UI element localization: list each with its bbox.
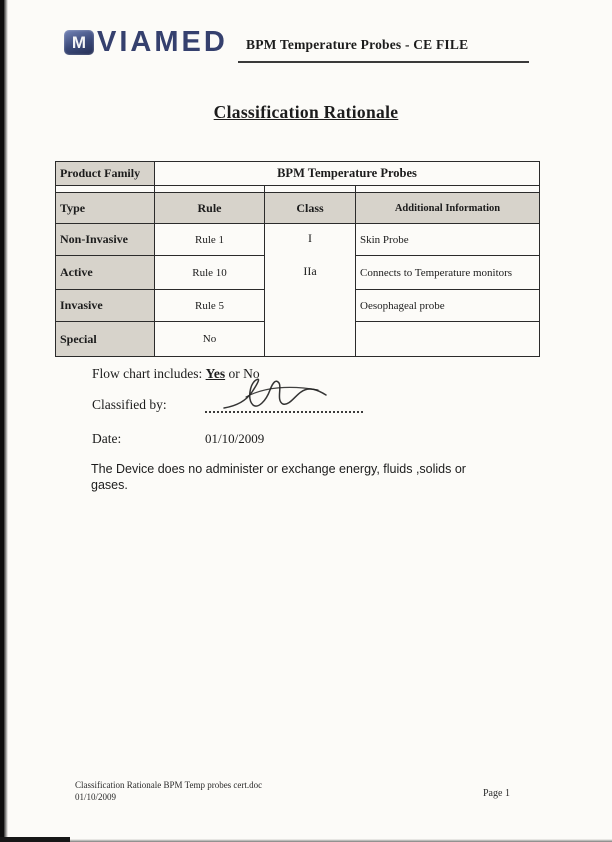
product-family-value: BPM Temperature Probes [155,162,540,186]
table-header-row [56,193,540,224]
page-title: Classification Rationale [213,102,399,122]
flow-chart-prefix: Flow chart includes: [92,366,206,381]
header-divider [238,61,529,63]
column-header-class: Class [265,193,356,224]
scan-edge-bottom-left [0,837,70,842]
flow-chart-suffix: or No [225,366,260,381]
date-value: 01/10/2009 [205,431,265,446]
type-cell: Non-Invasive [56,224,155,256]
rule-cell: No [155,322,265,357]
table-row-product-family [56,162,540,186]
rule-cell: Rule 10 [155,256,265,290]
device-note: The Device does no administer or exchange energy, fluids ,solids or gases. [91,462,466,492]
signature-scribble [218,374,338,416]
info-cell: Oesophageal probe [356,290,540,322]
viamed-logo [64,28,228,57]
footer-document-info [75,779,262,803]
viamed-logo-icon: M [64,30,94,55]
info-cell [356,322,540,357]
column-header-rule: Rule [155,193,265,224]
type-cell: Special [56,322,155,357]
product-family-label: Product Family [56,162,155,186]
type-cell: Invasive [56,290,155,322]
classified-by-label: Classified by: [92,397,167,412]
column-header-additional-information: Additional Information [356,193,540,224]
class-merged-cell [265,224,356,357]
type-cell: Active [56,256,155,290]
flow-chart-yes: Yes [205,366,226,381]
rule-cell: Rule 5 [155,290,265,322]
footer-page-number: Page 1 [483,788,510,799]
info-cell: Skin Probe [356,224,540,256]
footer-doc-name: Classification Rationale BPM Temp probes cert.doc [75,780,263,790]
viamed-logo-text: VIAMED [97,26,228,58]
scan-edge-left-core [0,0,4,842]
date-label: Date: [92,431,122,446]
class-value: I [308,231,312,245]
column-header-type: Type [56,193,155,224]
classification-table [55,161,540,357]
table-row-spacer [56,186,540,193]
table-row [56,224,540,256]
info-cell: Connects to Temperature monitors [356,256,540,290]
document-header-title: BPM Temperature Probes - CE FILE [246,37,469,52]
footer-doc-date: 01/10/2009 [75,792,117,802]
class-value: IIa [303,264,317,278]
rule-cell: Rule 1 [155,224,265,256]
